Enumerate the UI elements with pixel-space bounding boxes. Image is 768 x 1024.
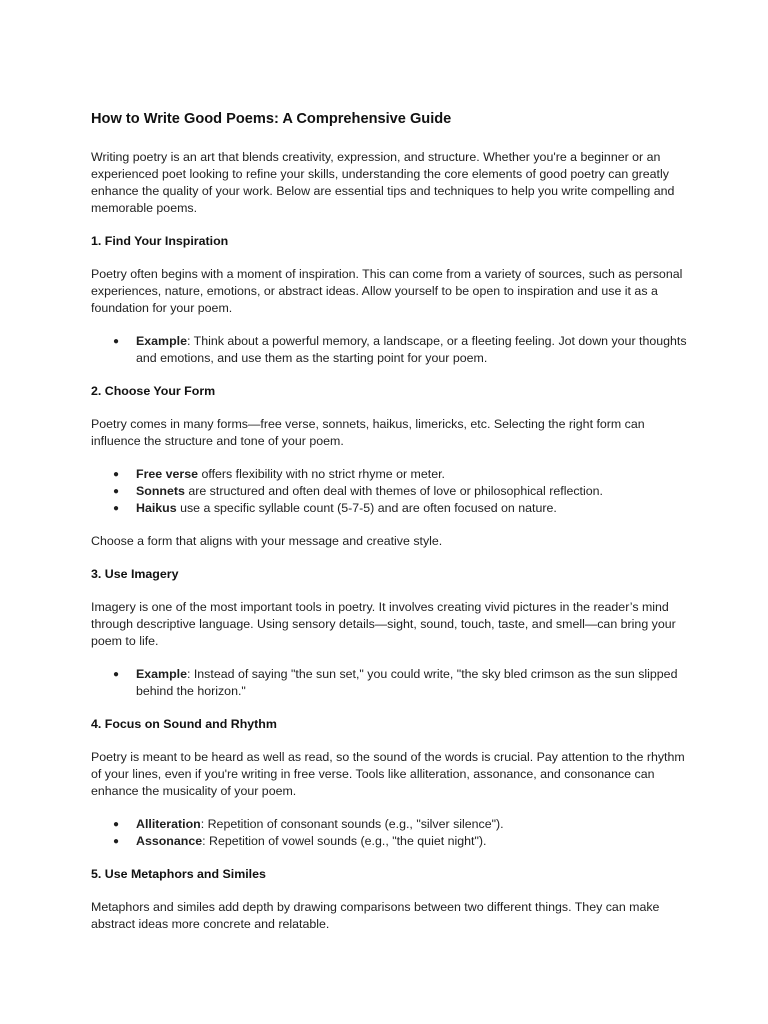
bullet-icon: ● <box>113 486 120 497</box>
bullet-list <box>91 816 691 850</box>
bullet-icon: ● <box>113 669 120 680</box>
document-title: How to Write Good Poems: A Comprehensive Guide <box>91 111 452 127</box>
list-item <box>91 333 691 367</box>
intro-paragraph: Writing poetry is an art that blends creativity, expression, and structure. Whether you're a beginner or an experienced poet looking to refine your skills, understanding the core elements of good poetry can greatly enhance the quality of your work. Below are essential tips and techniques to help you write compelling and memorable poems. <box>91 150 675 215</box>
list-item <box>91 816 691 833</box>
section-body: Poetry is meant to be heard as well as read, so the sound of the words is crucial. Pay attention to the rhythm of your lines, even if you're writing in free verse. Tools like alliteration, assonance, and consonance can enhance the musicality of your poem. <box>91 750 685 798</box>
bullet-icon: ● <box>113 336 120 347</box>
list-item <box>91 483 691 500</box>
section-heading: 3. Use Imagery <box>91 567 179 581</box>
list-item-term: Alliteration <box>136 817 201 831</box>
list-item-text: : Think about a powerful memory, a landscape, or a fleeting feeling. Jot down your thoughts and emotions, and use them as the starting point for your poem. <box>136 334 687 365</box>
list-item-text: : Instead of saying "the sun set," you could write, "the sky bled crimson as the sun slipped behind the horizon." <box>136 667 678 698</box>
section-body: Imagery is one of the most important tools in poetry. It involves creating vivid pictures in the reader’s mind through descriptive language. Using sensory details—sight, sound, touch, taste, and smell—can bring your poem to life. <box>91 600 676 648</box>
list-item-term: Free verse <box>136 467 199 481</box>
section-heading: 1. Find Your Inspiration <box>91 234 229 248</box>
bullet-icon: ● <box>113 836 120 847</box>
section-heading: 4. Focus on Sound and Rhythm <box>91 717 277 731</box>
section-heading: 2. Choose Your Form <box>91 384 216 398</box>
section-body: Metaphors and similes add depth by drawing comparisons between two different things. They can make abstract ideas more concrete and relatable. <box>91 900 660 931</box>
list-item <box>91 666 691 700</box>
bullet-list <box>91 666 691 700</box>
list-item-text: offers flexibility with no strict rhyme or meter. <box>198 467 445 481</box>
list-item <box>91 833 691 850</box>
list-item-text: are structured and often deal with themes of love or philosophical reflection. <box>184 484 603 498</box>
list-item-term: Example <box>136 667 187 681</box>
list-item-text: use a specific syllable count (5-7-5) and are often focused on nature. <box>176 501 557 515</box>
section-closing: Choose a form that aligns with your message and creative style. <box>91 534 443 548</box>
list-item-term: Haikus <box>136 501 177 515</box>
section-body: Poetry often begins with a moment of inspiration. This can come from a variety of sources, such as personal experiences, nature, emotions, or abstract ideas. Allow yourself to be open to inspiration and use it as a foundation for your poem. <box>91 267 683 315</box>
list-item-term: Sonnets <box>136 484 185 498</box>
list-item <box>91 466 691 483</box>
bullet-icon: ● <box>113 503 120 514</box>
list-item-text: : Repetition of vowel sounds (e.g., "the quiet night"). <box>202 834 487 848</box>
bullet-list <box>91 333 691 367</box>
list-item-term: Example <box>136 334 187 348</box>
list-item <box>91 500 691 517</box>
bullet-icon: ● <box>113 819 120 830</box>
section-body: Poetry comes in many forms—free verse, sonnets, haikus, limericks, etc. Selecting the right form can influence the structure and tone of your poem. <box>91 417 645 448</box>
bullet-icon: ● <box>113 469 120 480</box>
list-item-term: Assonance <box>136 834 203 848</box>
document-page <box>91 108 691 949</box>
bullet-list <box>91 466 691 517</box>
list-item-text: : Repetition of consonant sounds (e.g., "silver silence"). <box>200 817 504 831</box>
section-heading: 5. Use Metaphors and Similes <box>91 867 266 881</box>
